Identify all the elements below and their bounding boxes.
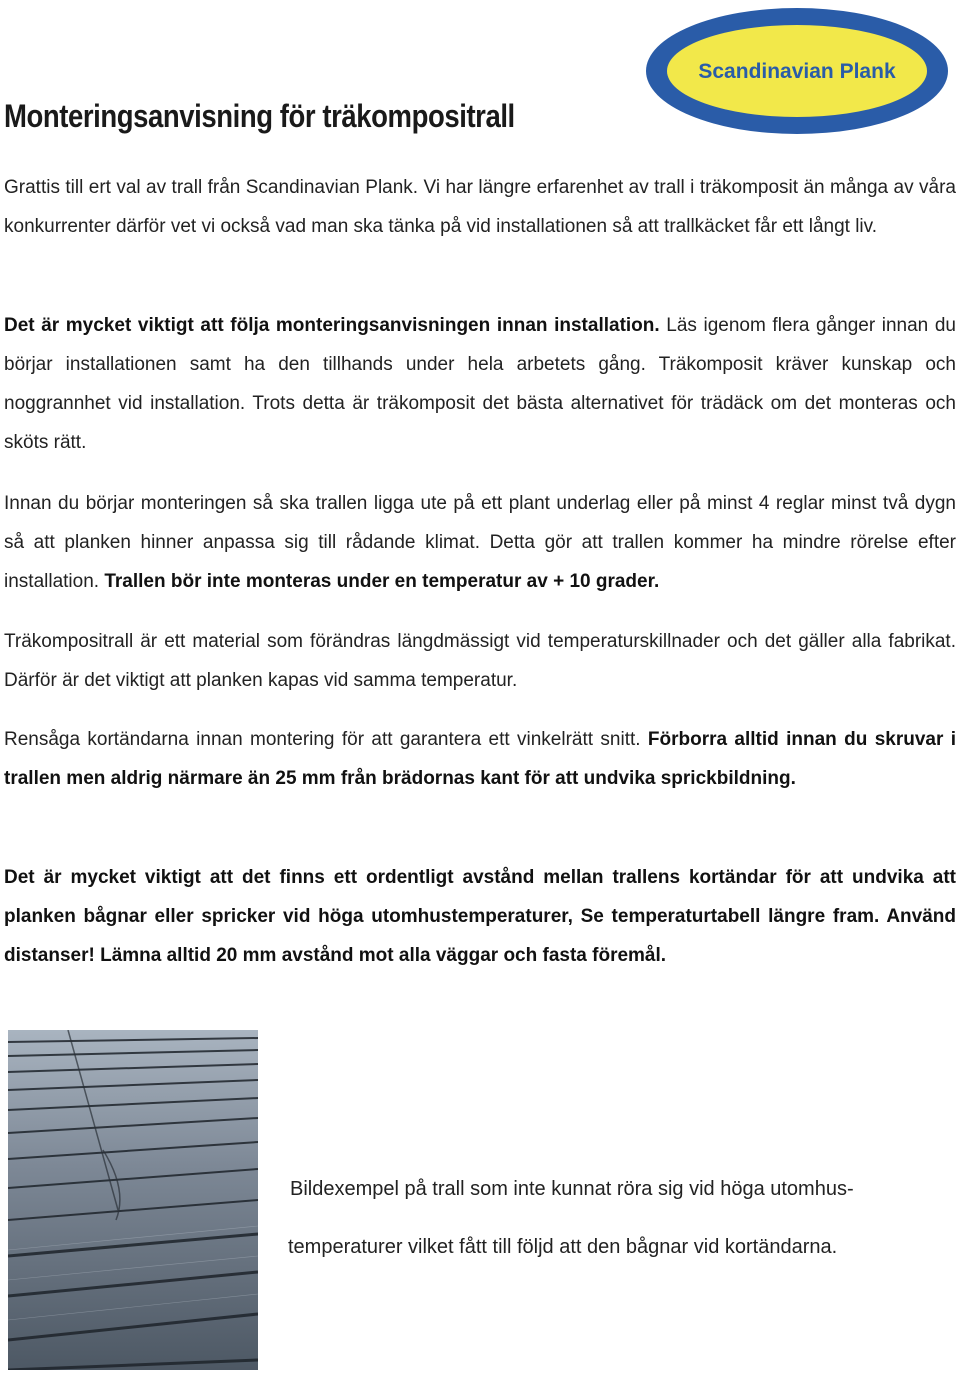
page-title: Monteringsanvisning för träkompositrall (4, 98, 515, 134)
importance-bold: Det är mycket viktigt att följa monteringsanvisningen innan installation. (4, 315, 660, 336)
acclimatize-paragraph (4, 484, 956, 601)
temperature-warning: Trallen bör inte monteras under en temperatur av + 10 grader. (104, 571, 660, 592)
drilling-warning: Förborra alltid innan du skruvar i trallen men aldrig närmare än 25 mm från brädornas kant för att undvika sprickbildning. (4, 729, 956, 789)
buckled-decking-photo (8, 1030, 258, 1370)
acclimatize-text: Innan du börjar monteringen så ska trallen ligga ute på ett plant underlag eller på minst 4 reglar minst två dygn så att planken hinner anpassa sig till rådande klimat. Detta gör att trallen kommer ha mindre rörelse efter installation. (4, 493, 956, 592)
cutting-text: Rensåga kortändarna innan montering för att garantera ett vinkelrätt snitt. (4, 729, 648, 750)
scandinavian-plank-logo (644, 6, 950, 136)
spacing-warning: Det är mycket viktigt att det finns ett ordentligt avstånd mellan trallens kortändar för att undvika att planken bågnar eller spricker vid höga utomhustemperaturer, Se temperaturtabell längre fram. Använd distanser! Lämna alltid 20 mm avstånd mot alla väggar och fasta föremål. (4, 867, 956, 966)
logo-text: Scandinavian Plank (698, 60, 896, 83)
importance-paragraph (4, 306, 956, 462)
spacing-paragraph (4, 858, 956, 975)
photo-caption-line-2: temperaturer vilket fått till följd att den bågnar vid kortändarna. (288, 1236, 838, 1258)
importance-text: Läs igenom flera gånger innan du börjar installationen samt ha den tillhands under hela arbetets gång. Träkomposit kräver kunskap och noggrannhet vid installation. Trots detta är träkomposit det bästa alternativet för trädäck om det monteras och sköts rätt. (4, 315, 956, 453)
cutting-paragraph (4, 720, 956, 798)
photo-caption-line-1: Bildexempel på trall som inte kunnat röra sig vid höga utomhus- (290, 1178, 854, 1200)
intro-paragraph: Grattis till ert val av trall från Scandinavian Plank. Vi har längre erfarenhet av trall i träkomposit än många av våra konkurrenter därför vet vi också vad man ska tänka på vid installationen så att trallkäcket får ett långt liv. (4, 177, 956, 237)
material-paragraph: Träkompositrall är ett material som förändras längdmässigt vid temperaturskillnader och det gäller alla fabrikat. Därför är det viktigt att planken kapas vid samma temperatur. (4, 631, 956, 691)
